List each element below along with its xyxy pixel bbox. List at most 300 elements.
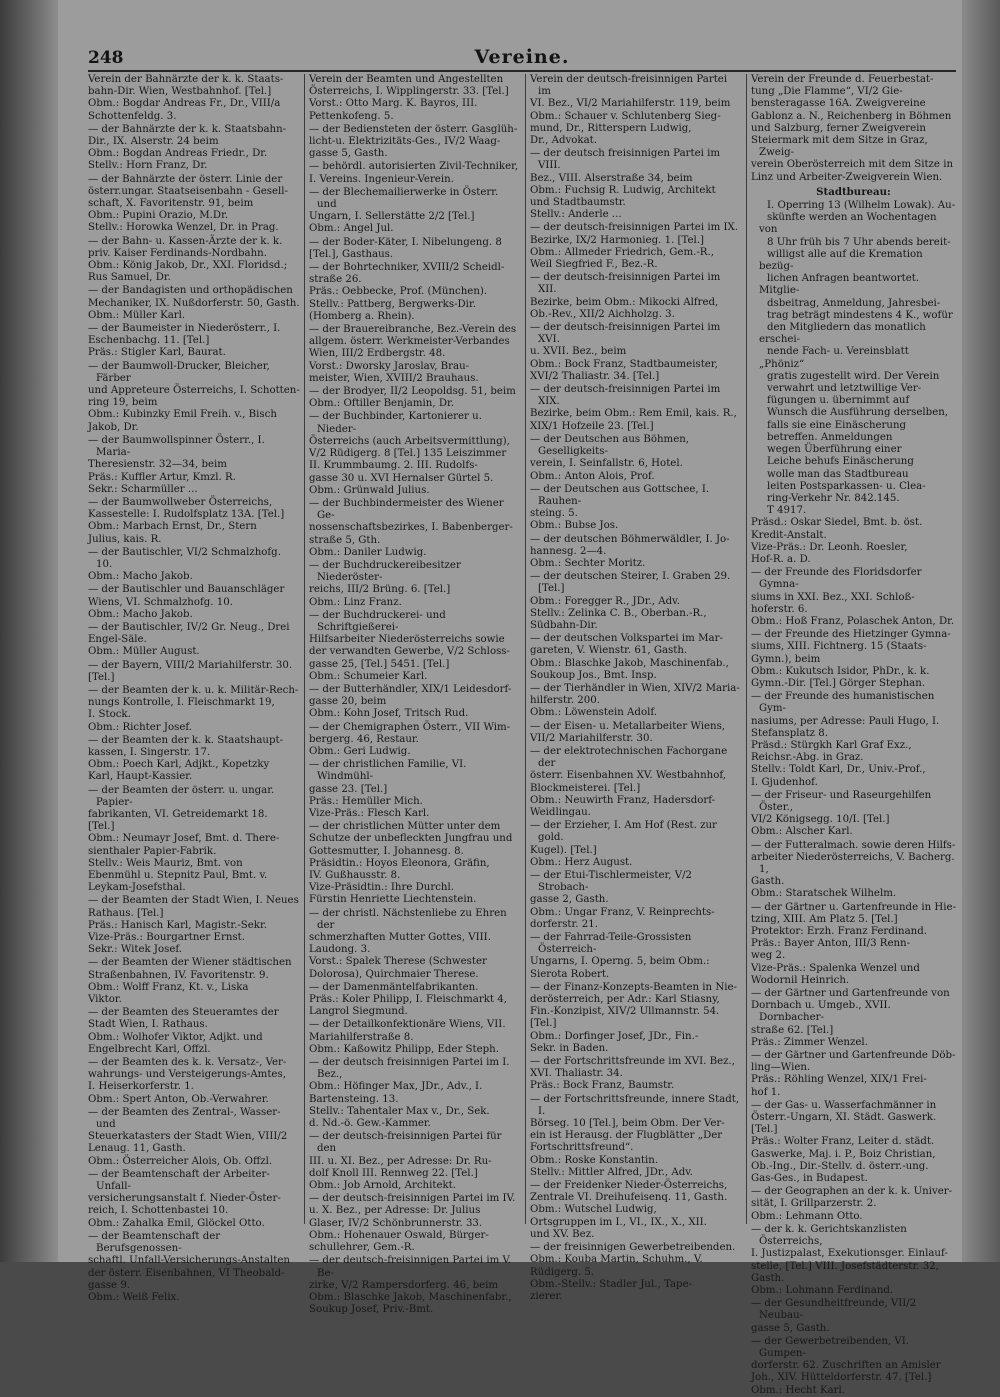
- entry-line: Obm.: Allmeder Friedrich, Gem.-R.,: [530, 246, 714, 258]
- directory-entry: [88, 124, 300, 173]
- entry-line: — der Futteralmach. sowie deren Hilfs-: [751, 839, 956, 851]
- entry-line: — der Bahnärzte der österr. Linie der: [88, 173, 283, 185]
- entry-line: — der Tierhändler in Wien, XIV/2 Maria-: [530, 682, 740, 694]
- entry-line: Obm.: Löwenstein Adolf.: [530, 707, 657, 719]
- entry-line: Präs.: Hemüller Mich.: [309, 795, 423, 807]
- entry-line: Obm.: Daniler Ludwig.: [309, 546, 427, 558]
- entry-line: — der Beamten des Steueramtes der: [88, 1007, 279, 1019]
- directory-entry: [88, 1231, 300, 1304]
- directory-entry: [309, 324, 521, 385]
- entry-line: Hilfsarbeiter Niederösterreichs sowie: [309, 634, 505, 646]
- entry-line: Obm.: Müller Karl.: [88, 309, 186, 321]
- entry-line: Vorst.: Dworsky Jaroslav, Brau-: [309, 360, 470, 372]
- entry-line: — der Beamtenschaft der Arbeiter-Unfall-: [88, 1168, 270, 1193]
- entry-line: — der Etui-Tischlermeister, V/2 Strobach-: [530, 870, 693, 894]
- entry-line: wolle man das Stadtbureau: [767, 468, 909, 480]
- directory-entry: [88, 435, 300, 496]
- entry-line: — der Bautischler, VI/2 Schmalzhofg. 10.: [88, 546, 281, 570]
- entry-line: und Salzburg, ferner Zweigverein: [751, 122, 926, 134]
- entry-line: Weil Siegfried F., Bez.-R.: [530, 259, 658, 271]
- entry-line: trag beträgt mindestens 4 K., wofür: [767, 309, 953, 321]
- entry-line: — der Baumwollweber Österreichs,: [88, 496, 273, 508]
- entry-line: Obm.: Job Arnold, Architekt.: [309, 1180, 456, 1192]
- entry-line: Weidlingau.: [530, 806, 591, 818]
- entry-line: — der Gärtner u. Gartenfreunde in Hie-: [751, 901, 957, 913]
- entry-line: Sekr.: Witek Josef.: [88, 944, 183, 956]
- entry-line: — der Freunde des humanistischen Gym-: [751, 691, 935, 715]
- directory-entry: [88, 1057, 300, 1106]
- entry-line: Ebenmühl u. Stepnitz Paul, Bmt. v.: [88, 870, 268, 881]
- entry-line: u. X. Bez., per Adresse: Dr. Julius: [309, 1205, 481, 1217]
- directory-entry: [88, 1007, 300, 1056]
- entry-line: bensteragasse 16A. Zweigvereine: [751, 98, 926, 110]
- entry-line: Obm.: Oftiller Benjamin, Dr.: [309, 398, 454, 410]
- directory-entry: [88, 361, 300, 434]
- directory-entry: [88, 547, 300, 584]
- entry-line: Obm.: Österreicher Alois, Ob. Offzl.: [88, 1155, 273, 1167]
- running-head: Vereine.: [474, 46, 570, 68]
- entry-line: wegen Überführung einer: [767, 444, 902, 456]
- entry-line: Obm.: Kubinzky Emil Freih. v., Bisch: [88, 409, 277, 421]
- entry-line: Wodornil Heinrich.: [751, 974, 850, 986]
- directory-entry: [309, 1131, 521, 1192]
- entry-line: Obm.: Bubse Jos.: [530, 520, 619, 532]
- entry-line: Rathaus. [Tel.]: [88, 907, 164, 919]
- entry-line: VII/2 Mariahilferstr. 30.: [530, 732, 653, 744]
- entry-line: Präs.: Koler Philipp, I. Fleischmarkt 4,: [309, 994, 507, 1006]
- entry-line: Engelbrecht Karl, Offzl.: [88, 1043, 211, 1055]
- column-rule: [304, 74, 305, 1224]
- entry-line: gasse 30 u. XVI Hernalser Gürtel 5.: [309, 472, 494, 484]
- entry-line: Rüdigerg. 5.: [530, 1266, 595, 1278]
- entry-line: — der deutsch-freisinnigen Partei im XII.: [530, 272, 721, 296]
- entry-line: verein Oberösterreich mit dem Sitze in: [751, 159, 954, 171]
- entry-line: I. Vereins. Ingenieur-Verein.: [309, 173, 454, 185]
- entry-line: der verwandten Gewerbe, V/2 Schloss-: [309, 646, 510, 658]
- directory-entry: [309, 74, 521, 123]
- directory-entry: [309, 187, 521, 236]
- header-rule: [88, 70, 956, 72]
- directory-entry: [309, 982, 521, 1019]
- entry-line: straße 62. [Tel.]: [751, 1024, 834, 1036]
- directory-entry: [530, 148, 742, 221]
- directory-entry: [88, 323, 300, 360]
- entry-line: T 4917.: [767, 505, 807, 517]
- entry-line: — der Fortschrittsfreunde, innere Stadt, I.: [530, 1093, 740, 1117]
- entry-line: ling—Wien.: [751, 1062, 811, 1074]
- entry-line: Obm.: Bogdar Andreas Fr., Dr., VIII/a: [88, 98, 281, 110]
- directory-entry: [751, 1224, 956, 1297]
- entry-line: — der Bayern, VIII/2 Mariahilferstr. 30.: [88, 659, 293, 671]
- directory-entry: [309, 560, 521, 609]
- entry-line: Dornbach u. Umgeb., XVII. Dornbacher-: [751, 1000, 891, 1024]
- entry-line: Viktor.: [88, 994, 122, 1006]
- directory-entry: [530, 870, 742, 931]
- entry-line: — der christlichen Familie, VI. Windmühl-: [309, 759, 467, 783]
- entry-line: Präs.: Kuffler Artur, Kmzl. R.: [88, 471, 236, 483]
- entry-line: Präs.: Bayer Anton, III/3 Renn-: [751, 938, 911, 950]
- directory-entry: [530, 1094, 742, 1179]
- entry-line: stelle, [Tel.] VIII. Josefstädterstr. 32,: [751, 1260, 939, 1272]
- entry-line: — der Baumwollspinner Österr., I. Maria-: [88, 434, 265, 459]
- entry-line: verwahrt und letztwillige Ver-: [767, 383, 922, 395]
- directory-entry: [751, 1100, 956, 1185]
- entry-line: Stefansplatz 8.: [751, 727, 829, 739]
- directory-entry: [530, 721, 742, 745]
- entry-line: Wien, III/2 Erdbergstr. 48.: [309, 348, 446, 360]
- entry-line: Obm.: Blaschke Jakob, Maschinenfabr.,: [309, 1291, 512, 1303]
- entry-line: Bezirke, IX/2 Harmonieg. 1. [Tel.]: [530, 234, 705, 246]
- entry-line: — der Deutschen aus Böhmen, Geselligkeits-: [530, 433, 690, 458]
- entry-line: — der Fahrrad-Teile-Grossisten Österreich-: [530, 932, 692, 956]
- entry-line: österr.ungar. Staatseisenbahn - Gesell-: [88, 185, 288, 197]
- entry-line: — der Detailkonfektionäre Wiens, VII.: [309, 1019, 506, 1031]
- directory-entry: [751, 1186, 956, 1223]
- entry-line: [Tel.]: [530, 1018, 557, 1030]
- directory-entry: [530, 1056, 742, 1093]
- entry-line: — der deutschen Böhmerwäldler, I. Jo-: [530, 533, 730, 545]
- entry-line: — der deutsch-freisinnigen Partei für den: [309, 1131, 502, 1155]
- entry-line: Obm.: Kohn Josef, Tritsch Rud.: [309, 708, 469, 720]
- entry-line: bergerg. 46, Restaur.: [309, 733, 419, 745]
- directory-entry: [530, 982, 742, 1055]
- entry-line: II. Krummbaumg. 2. III. Rudolfs-: [309, 460, 478, 472]
- entry-line: gasse 23. [Tel.]: [309, 783, 388, 795]
- directory-entry: [530, 571, 742, 632]
- entry-line: Kassestelle: I. Rudolfsplatz 13A. [Tel.]: [88, 509, 285, 521]
- entry-line: — der Beamten der österr. u. ungar. Papier-: [88, 784, 275, 808]
- entry-line: Obm.: Alscher Karl.: [751, 826, 853, 838]
- entry-line: Verein der Freunde d. Feuerbestat-: [751, 74, 934, 85]
- directory-entry: [309, 1255, 521, 1316]
- entry-line: kassen, I. Singerstr. 17.: [88, 746, 211, 758]
- entry-line: — der deutsch freisinnigen Partei im I. Bez.,: [309, 1057, 510, 1081]
- entry-line: Dolorosa), Quirchmaier Therese.: [309, 968, 479, 980]
- entry-line: — der Bautischler, IV/2 Gr. Neug., Drei: [88, 621, 290, 633]
- entry-line: Bezirke, beim Obm.: Rem Emil, kais. R.,: [530, 408, 737, 420]
- entry-line: — der deutsch-freisinnigen Partei im XIX.: [530, 384, 721, 408]
- entry-line: tzing, XIII. Am Platz 5. [Tel.]: [751, 913, 898, 925]
- entry-line: Dr., Advokat.: [530, 135, 597, 147]
- entry-line: — der Brodyer, II/2 Leopoldsg. 51, beim: [309, 386, 516, 398]
- entry-line: ring 19, beim: [88, 397, 158, 409]
- entry-line: Kugel). [Tel.]: [530, 844, 597, 856]
- entry-line: Stellv.: Weis Mauriz, Bmt. von: [88, 857, 243, 869]
- entry-line: hilferstr. 200.: [530, 695, 600, 707]
- entry-line: Obm.: Hecht Karl.: [751, 1384, 846, 1396]
- entry-line: — der Bediensteten der österr. Gasglüh-: [309, 123, 518, 135]
- entry-line: Ob.-Ing., Dir.-Stellv. d. österr.-ung.: [751, 1160, 929, 1172]
- entry-line: Reichsr.-Abg. in Graz.: [751, 752, 864, 764]
- column-1: [88, 74, 300, 1303]
- entry-line: — der Deutschen aus Gottschee, I. Rauhen-: [530, 483, 710, 507]
- entry-line: Obm.: Blaschke Jakob, Maschinenfab.,: [530, 657, 729, 669]
- column-2: [309, 74, 521, 1316]
- entry-line: — der Geographen an der k. k. Univer-: [751, 1186, 953, 1198]
- entry-line: — der Gärtner und Gartenfreunde Döb-: [751, 1050, 956, 1062]
- entry-line: Mariahilferstraße 8.: [309, 1031, 414, 1043]
- entry-line: I. Gjudenhof.: [751, 776, 818, 788]
- entry-line: Obm.: Hohenauer Oswald, Bürger-: [309, 1229, 489, 1241]
- section-heading: [751, 186, 956, 198]
- entry-line: I. Heiserkorferstr. 1.: [88, 1081, 194, 1093]
- entry-line: Obm.: Staratschek Wilhelm.: [751, 888, 897, 900]
- entry-line: I. Justizpalast, Exekutionsger. Einlauf-: [751, 1248, 948, 1260]
- entry-line: Verein der Bahnärzte der k. k. Staats-: [88, 74, 284, 85]
- entry-line: [Tel.], Gasthaus.: [309, 248, 394, 260]
- entry-line: — der Gewerbetreibenden, VI. Gumpen-: [751, 1335, 909, 1359]
- entry-line: Stellv.: Anderle ...: [530, 209, 622, 221]
- directory-entry: [530, 1242, 742, 1303]
- entry-line: — der Buchdruckereibesitzer Niederöster-: [309, 559, 461, 584]
- entry-line: sienthaler Papier-Fabrik.: [88, 845, 217, 857]
- entry-line: Präsd.: Oskar Siedel, Bmt. b. öst.: [751, 517, 923, 529]
- entry-line: Leiche behufs Einäscherung: [767, 456, 914, 468]
- entry-line: Steuerkatasters der Stadt Wien, VIII/2: [88, 1131, 288, 1143]
- entry-line: Vorst.: Spalek Therese (Schwester: [309, 956, 487, 968]
- entry-line: österr. Eisenbahnen XV. Westbahnhof,: [530, 770, 726, 782]
- entry-line: XIX/1 Hofzeile 23. [Tel.]: [530, 420, 654, 432]
- entry-line: — behördl. autorisierten Zivil-Techniker,: [309, 161, 519, 173]
- entry-line: Südbahn-Dir.: [530, 619, 598, 631]
- directory-entry: [751, 1298, 956, 1335]
- entry-line: Steiermark mit dem Sitze in Graz, Zweig-: [751, 135, 928, 159]
- entry-line: Gas-Ges., in Budapest.: [751, 1173, 868, 1185]
- entry-line: — der Chemigraphen Österr., VII Wim-: [309, 721, 511, 733]
- entry-line: — der Buchbinder, Kartonierer u. Nieder-: [309, 411, 482, 435]
- entry-line: Präs.: Oebbecke, Prof. (München).: [309, 286, 488, 298]
- entry-line: Obm.: Anton Alois, Prof.: [530, 470, 655, 482]
- entry-line: — der Bautischler und Bauanschläger: [88, 584, 285, 596]
- entry-line: III. u. XI. Bez., per Adresse: Dr. Ru-: [309, 1155, 492, 1167]
- entry-line: Gaswerke, Maj. i. P., Boiz Christian,: [751, 1148, 936, 1160]
- entry-line: Ungarns, I. Operng. 5, beim Obm.:: [530, 956, 710, 968]
- directory-entry: [309, 262, 521, 323]
- entry-line: Wunsch die Ausführung derselben,: [767, 407, 949, 419]
- entry-line: Präs.: Bock Franz, Baumstr.: [530, 1080, 675, 1092]
- entry-line: IV. Gußhausstr. 8.: [309, 870, 401, 881]
- entry-line: Theresienstr. 32—34, beim: [88, 459, 227, 471]
- directory-entry: [530, 1180, 742, 1241]
- directory-entry: [751, 1050, 956, 1099]
- entry-line: arbeiter Niederösterreichs, V. Bacherg. 1,: [751, 851, 955, 875]
- entry-line: reichs, III/2 Brüng. 6. [Tel.]: [309, 584, 451, 596]
- entry-line: Präs.: Stigler Karl, Baurat.: [88, 347, 226, 359]
- entry-line: Obm.: Macho Jakob.: [88, 571, 193, 583]
- entry-line: VI. Bez., VI/2 Mariahilferstr. 119, beim: [530, 98, 731, 110]
- directory-entry: [88, 497, 300, 546]
- entry-line: [Tel.]: [88, 671, 115, 683]
- entry-line: Stellv.: Toldt Karl, Dr., Univ.-Prof.,: [751, 764, 926, 776]
- entry-line: gasse 5, Gasth.: [309, 148, 388, 160]
- entry-line: Lenaug. 11, Gasth.: [88, 1143, 186, 1155]
- entry-line: XVI. Thaliastr. 34.: [530, 1068, 623, 1080]
- entry-line: Obm.: Herz August.: [530, 856, 633, 868]
- entry-line: nasiums, per Adresse: Pauli Hugo, I.: [751, 715, 940, 727]
- entry-line: Laudong. 3.: [309, 944, 371, 956]
- directory-entry: [751, 691, 956, 789]
- entry-line: Protektor: Erzh. Franz Ferdinand.: [751, 926, 927, 938]
- entry-line: Blockmeisterei. [Tel.]: [530, 782, 641, 794]
- entry-line: [Tel.]: [88, 821, 115, 833]
- directory-entry: [751, 517, 956, 566]
- page-number: 248: [88, 48, 124, 68]
- entry-line: — der Damenmäntelfabrikanten.: [309, 981, 479, 993]
- entry-line: Gottesmutter, I. Johannesg. 8.: [309, 845, 464, 857]
- entry-line: — der Freidenker Nieder-Österreichs,: [530, 1180, 728, 1192]
- entry-line: — der deutsch-freisinnigen Partei im IV.: [309, 1193, 516, 1205]
- entry-line: Präs.: Wolter Franz, Leiter d. städt.: [751, 1136, 935, 1148]
- entry-line: Präs.: Röhling Wenzel, XIX/1 Frei-: [751, 1074, 927, 1086]
- entry-line: Stellv.: Horowka Wenzel, Dr. in Prag.: [88, 222, 279, 234]
- directory-entry: [88, 236, 300, 285]
- directory-entry: [751, 902, 956, 987]
- entry-line: Vize-Präs.: Bourgartner Ernst.: [88, 932, 245, 944]
- directory-entry: [309, 759, 521, 820]
- entry-line: Präs.: Hanisch Karl, Magistr.-Sekr.: [88, 919, 267, 931]
- entry-line: dorferstr. 21.: [530, 918, 598, 930]
- entry-line: Wiens, VI. Schmalzhofg. 10.: [88, 596, 233, 608]
- entry-line: Verein der deutsch-freisinnigen Partei im: [530, 74, 728, 98]
- entry-line: Fürstin Henriette Liechtenstein.: [309, 894, 477, 906]
- entry-line: tung „Die Flamme“, VI/2 Gie-: [751, 86, 903, 98]
- directory-entry: [88, 285, 300, 322]
- entry-line: reich, I. Schottenbastei 10.: [88, 1205, 229, 1217]
- entry-line: — der deutschen Steirer, I. Graben 29. [Tel.]: [530, 571, 731, 595]
- page-edge-shadow: [962, 0, 1000, 1262]
- entry-line: gasse 20, beim: [309, 696, 387, 708]
- entry-line: — der elektrotechnischen Fachorgane der: [530, 745, 728, 770]
- directory-entry: [309, 1019, 521, 1056]
- entry-line: Schutze der unbefleckten Jungfrau und: [309, 833, 513, 845]
- entry-line: Obm.: Höfinger Max, JDr., Adv., I.: [309, 1081, 483, 1093]
- entry-line: zierer.: [530, 1290, 563, 1302]
- entry-line: Gablonz a. N., Reichenberg in Böhmen: [751, 110, 952, 122]
- directory-entry: [530, 484, 742, 533]
- entry-line: willigst alle auf die Kremation bezüg-: [759, 248, 923, 273]
- entry-line: — der Bohrtechniker, XVIII/2 Scheidl-: [309, 262, 505, 274]
- entry-line: Stellv.: Horn Franz, Dr.: [88, 160, 208, 172]
- directory-entry: [751, 629, 956, 690]
- entry-line: Ungarn, I. Sellerstätte 2/2 [Tel.]: [309, 211, 475, 223]
- entry-line: Obm.: Macho Jakob.: [88, 608, 193, 620]
- entry-line: Gasth.: [751, 876, 785, 888]
- entry-line: Rus Samuel, Dr.: [88, 272, 171, 284]
- directory-entry: [751, 200, 956, 517]
- entry-line: Mechaniker, IX. Nußdorferstr. 50, Gasth.: [88, 297, 300, 309]
- entry-line: — der k. k. Gerichtskanzlisten Österreichs,: [751, 1223, 907, 1248]
- entry-line: mund, Dr., Ritterspern Ludwig,: [530, 122, 692, 134]
- entry-line: Obm.: Spert Anton, Ob.-Verwahrer.: [88, 1093, 269, 1105]
- entry-line: Vize-Präs.: Dr. Leonh. Roesler,: [751, 541, 908, 553]
- directory-entry: [530, 683, 742, 720]
- entry-line: — der deutsch freisinnigen Partei im VIII.: [530, 148, 721, 172]
- entry-line: und Appreteure Österreichs, I. Schotten-: [88, 385, 300, 397]
- entry-line: Hof-R. a. D.: [751, 553, 811, 565]
- entry-line: Obm.: Weiß Felix.: [88, 1291, 180, 1303]
- entry-line: Obm.: Foregger R., JDr., Adv.: [530, 595, 680, 607]
- directory-entry: [530, 633, 742, 682]
- entry-line: — der Finanz-Konzepts-Beamten in Nie-: [530, 981, 738, 993]
- entry-line: Obm.: Kouba Martin, Schuhm., V.: [530, 1254, 703, 1266]
- entry-line: Österr.-Ungarn, XI. Städt. Gaswerk.: [751, 1112, 937, 1124]
- directory-entry: [88, 685, 300, 734]
- directory-entry: [751, 840, 956, 901]
- entry-line: — der Erzieher, I. Am Hof (Rest. zur gold.: [530, 820, 717, 844]
- entry-line: — der freisinnigen Gewerbetreibenden.: [530, 1242, 736, 1254]
- entry-line: gasse 25, [Tel.] 5451. [Tel.]: [309, 658, 450, 670]
- entry-line: gasse 2, Gasth.: [530, 894, 609, 906]
- entry-line: Zentrale VI. Dreihufeisenq. 11, Gasth.: [530, 1192, 728, 1204]
- entry-line: Obm.: Hoß Franz, Polaschek Anton, Dr.: [751, 615, 955, 627]
- entry-line: — der Buchdruckerei- und Schriftgießerei-: [309, 609, 446, 633]
- entry-line: Langrol Siegmund.: [309, 1006, 408, 1018]
- entry-line: Obm.: Schumeier Karl.: [309, 670, 428, 682]
- entry-line: nossenschaftsbezirkes, I. Babenberger-: [309, 522, 513, 534]
- directory-entry: [530, 820, 742, 869]
- entry-line: — der christlichen Mütter unter dem: [309, 821, 501, 833]
- entry-line: Ortsgruppen im I., VI., IX., X., XII.: [530, 1216, 707, 1228]
- entry-line: — der deutschen Volkspartei im Mar-: [530, 633, 723, 645]
- entry-line: weg 2.: [751, 950, 786, 962]
- entry-line: Obm.: Lohmann Ferdinand.: [751, 1284, 894, 1296]
- directory-entry: [309, 411, 521, 496]
- entry-line: Obm.-Stellv.: Stadler Jul., Tape-: [530, 1278, 693, 1290]
- entry-line: gratis zugestellt wird. Der Verein: [767, 370, 940, 382]
- entry-line: — der deutsch-freisinnigen Partei im IX.: [530, 222, 739, 234]
- entry-line: priv. Kaiser Ferdinands-Nordbahn.: [88, 247, 267, 259]
- entry-line: Obm.: Bogdan Andreas Friedr., Dr.: [88, 148, 268, 160]
- directory-entry: [309, 610, 521, 683]
- entry-line: leiten Postsparkassen- u. Clea-: [767, 480, 926, 492]
- entry-line: — der Brauereibranche, Bez.-Verein des: [309, 324, 517, 336]
- entry-line: Stellv.: Zelinka C. B., Oberban.-R.,: [530, 607, 707, 619]
- directory-entry: [88, 735, 300, 784]
- entry-line: den Mitgliedern das monatlich erschei-: [759, 322, 926, 346]
- directory-entry: [88, 660, 300, 684]
- entry-line: — der Butterhändler, XIX/1 Leidesdorf-: [309, 683, 512, 695]
- entry-line: Joh., XIV. Hütteldorferstr. 47. [Tel.]: [751, 1372, 932, 1384]
- entry-line: Obm.: Grünwald Julius.: [309, 484, 430, 496]
- entry-line: V/2 Rüdigerg. 8 [Tel.] 135 Leiszimmer: [309, 448, 507, 460]
- directory-entry: [751, 1336, 956, 1397]
- directory-entry: [88, 895, 300, 956]
- directory-entry: [751, 988, 956, 1049]
- entry-line: Vize-Präs.: Spalenka Wenzel und: [751, 962, 920, 974]
- entry-line: Präsidtin.: Hoyos Eleonora, Gräfin,: [309, 857, 490, 869]
- entry-line: Obm.: Lehmann Otto.: [751, 1210, 863, 1222]
- book-spine-shadow: [0, 0, 58, 1262]
- entry-line: — der Beamten des Zentral-, Wasser- und: [88, 1106, 281, 1131]
- column-4: [751, 74, 957, 1396]
- directory-entry: [309, 908, 521, 981]
- entry-line: Bez., VIII. Alserstraße 34, beim: [530, 172, 693, 184]
- entry-line: gasse 5, Gasth.: [751, 1322, 830, 1334]
- entry-line: (Homberg a. Rhein).: [309, 310, 415, 322]
- directory-entry: [530, 434, 742, 483]
- entry-line: fabrikanten, VI. Getreidemarkt 18.: [88, 808, 268, 820]
- entry-line: Soukup Josef, Priv.-Bmt.: [309, 1304, 434, 1316]
- entry-line: Leykam-Josefsthal.: [88, 882, 186, 894]
- entry-line: Obm.: Zahalka Emil, Glöckel Otto.: [88, 1217, 265, 1229]
- entry-line: Österreichs, I. Wipplingerstr. 33. [Tel.]: [309, 86, 509, 98]
- entry-line: I. Stock.: [88, 709, 131, 721]
- directory-entry: [530, 384, 742, 433]
- entry-line: Julius, kais. R.: [88, 533, 162, 545]
- column-rule: [525, 74, 526, 1224]
- entry-line: Gymn.-Dir. [Tel.] Görger Stephan.: [751, 677, 926, 689]
- directory-entry: [309, 722, 521, 759]
